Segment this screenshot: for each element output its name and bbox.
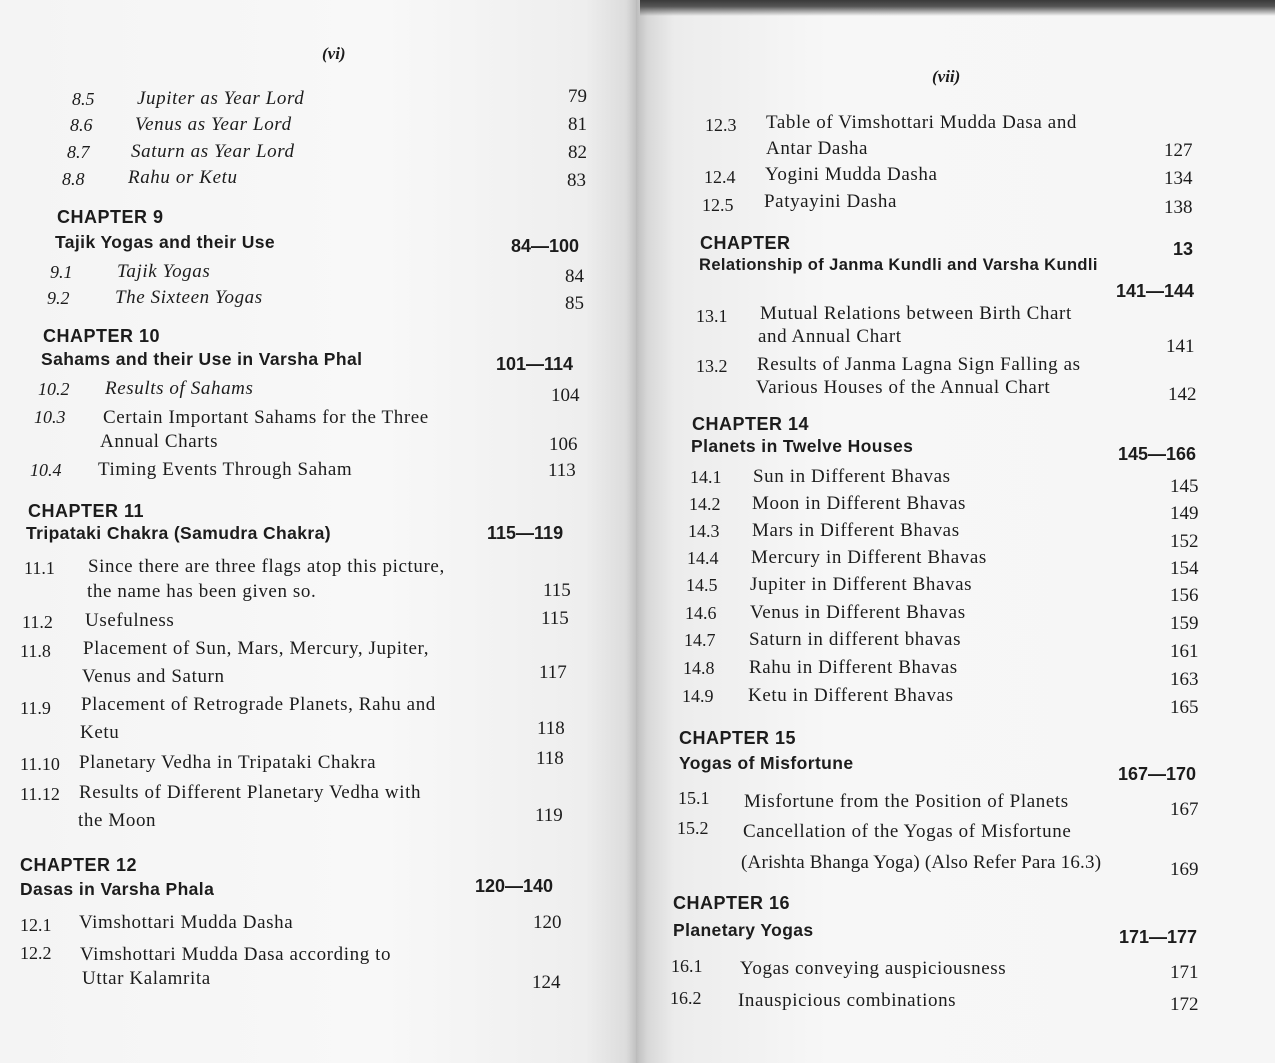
right-page (636, 0, 1275, 1063)
chapter-title: Yogas of Misfortune (679, 753, 854, 773)
entry-title: Rahu in Different Bhavas (749, 657, 958, 678)
chapter-page-range: 171—177 (1119, 927, 1198, 947)
entry-title: Jupiter as Year Lord (137, 88, 305, 109)
chapter-heading: CHAPTER 15 (679, 728, 797, 748)
entry-number: 10.4 (30, 460, 62, 480)
entry-page: 115 (543, 580, 571, 601)
chapter-title: Tajik Yogas and their Use (55, 232, 276, 252)
entry-number: 11.8 (20, 641, 51, 661)
entry-number: 14.4 (687, 548, 719, 568)
entry-number: 11.10 (20, 754, 60, 774)
entry-title-continued: the Moon (78, 810, 157, 831)
entry-page: 149 (1170, 503, 1199, 524)
entry-page: 113 (548, 460, 576, 481)
entry-number: 10.2 (38, 379, 70, 399)
entry-title: Venus in Different Bhavas (750, 602, 966, 623)
book-edge-shadow (640, 0, 1275, 16)
entry-title: Since there are three flags atop this picture, (88, 556, 445, 577)
entry-title-continued: Ketu (80, 722, 120, 743)
entry-page: 104 (551, 385, 580, 406)
entry-number: 14.3 (688, 521, 720, 541)
entry-page: 84 (565, 266, 584, 287)
entry-title: Cancellation of the Yogas of Misfortune (743, 821, 1072, 842)
entry-page: 81 (568, 114, 587, 135)
chapter-title: Sahams and their Use in Varsha Phal (41, 349, 363, 369)
entry-page: 138 (1164, 197, 1193, 218)
entry-number: 14.2 (689, 494, 721, 514)
entry-title: Misfortune from the Position of Planets (744, 791, 1069, 812)
entry-title: Venus as Year Lord (135, 114, 292, 135)
entry-title: Yogas conveying auspiciousness (740, 958, 1007, 979)
entry-title: Timing Events Through Saham (98, 459, 353, 480)
entry-page: 118 (537, 718, 565, 739)
entry-page: 79 (568, 86, 587, 107)
entry-title: Table of Vimshottari Mudda Dasa and (766, 112, 1078, 133)
entry-title-continued: Venus and Saturn (82, 666, 225, 687)
entry-page: 120 (533, 912, 562, 933)
entry-page: 159 (1170, 613, 1199, 634)
entry-title-continued: Uttar Kalamrita (82, 968, 211, 989)
chapter-page-range: 101—114 (496, 354, 574, 374)
entry-page: 83 (567, 170, 586, 191)
entry-number: 15.1 (678, 788, 710, 808)
entry-number: 9.2 (47, 288, 70, 308)
entry-page: 171 (1170, 962, 1199, 983)
entry-title: Sun in Different Bhavas (753, 466, 951, 487)
entry-page: 169 (1170, 859, 1199, 880)
entry-title-continued: Antar Dasha (766, 138, 869, 159)
entry-number: 13.1 (696, 306, 728, 326)
entry-page: 154 (1170, 558, 1199, 579)
entry-page: 82 (568, 142, 587, 163)
entry-title: Placement of Retrograde Planets, Rahu and (81, 694, 436, 715)
entry-title: Mutual Relations between Birth Chart (760, 303, 1072, 324)
entry-page: 172 (1170, 994, 1199, 1015)
page-folio: (vii) (932, 67, 961, 86)
entry-number: 12.2 (20, 943, 52, 963)
entry-number: 13.2 (696, 356, 728, 376)
chapter-page-range: 167—170 (1118, 764, 1197, 784)
chapter-heading: CHAPTER 10 (43, 326, 161, 346)
chapter-title: Dasas in Varsha Phala (20, 879, 215, 899)
entry-title-continued: and Annual Chart (758, 326, 902, 347)
entry-number: 16.2 (670, 988, 702, 1008)
entry-number: 8.6 (70, 115, 93, 135)
entry-title: The Sixteen Yogas (115, 287, 263, 308)
entry-number: 8.7 (67, 142, 90, 162)
chapter-page-range: 84—100 (511, 236, 580, 256)
entry-title-continued: the name has been given so. (87, 581, 317, 602)
entry-title: Certain Important Sahams for the Three (103, 407, 429, 428)
chapter-heading: CHAPTER (700, 233, 791, 253)
chapter-heading: CHAPTER 11 (28, 501, 145, 521)
entry-page: 161 (1170, 641, 1199, 662)
entry-page: 156 (1170, 585, 1199, 606)
entry-title-continued: (Arishta Bhanga Yoga) (Also Refer Para 16.3) (741, 852, 1102, 873)
entry-number: 14.9 (682, 686, 714, 706)
chapter-number: 13 (1173, 239, 1194, 259)
chapter-title: Relationship of Janma Kundli and Varsha Kundli (699, 256, 1098, 274)
entry-number: 11.9 (20, 698, 51, 718)
entry-page: 118 (536, 748, 564, 769)
entry-title: Usefulness (85, 610, 175, 631)
entry-number: 12.1 (20, 915, 52, 935)
chapter-title: Planets in Twelve Houses (691, 436, 914, 456)
book-spine-shadow (626, 0, 648, 1063)
chapter-heading: CHAPTER 16 (673, 893, 791, 913)
entry-title: Patyayini Dasha (764, 191, 898, 212)
entry-page: 134 (1164, 168, 1193, 189)
chapter-page-range: 141—144 (1116, 281, 1195, 301)
entry-title: Mars in Different Bhavas (752, 520, 960, 541)
entry-page: 115 (541, 608, 569, 629)
entry-number: 8.8 (62, 169, 85, 189)
entry-title: Vimshottari Mudda Dasha (79, 912, 294, 933)
entry-number: 16.1 (671, 956, 703, 976)
entry-number: 14.7 (684, 630, 716, 650)
entry-number: 15.2 (677, 818, 709, 838)
entry-title-continued: Annual Charts (100, 431, 219, 452)
entry-page: 127 (1164, 140, 1193, 161)
entry-number: 11.12 (20, 784, 60, 804)
chapter-heading: CHAPTER 9 (57, 207, 164, 227)
entry-title: Saturn in different bhavas (749, 629, 962, 650)
chapter-title: Tripataki Chakra (Samudra Chakra) (26, 523, 331, 543)
chapter-page-range: 145—166 (1118, 444, 1197, 464)
entry-page: 119 (535, 805, 563, 826)
entry-number: 9.1 (50, 262, 73, 282)
entry-page: 85 (565, 293, 584, 314)
entry-title: Planetary Vedha in Tripataki Chakra (79, 752, 377, 773)
chapter-title: Planetary Yogas (673, 920, 814, 940)
entry-page: 152 (1170, 531, 1199, 552)
chapter-heading: CHAPTER 12 (20, 855, 138, 875)
entry-number: 11.2 (22, 612, 53, 632)
entry-title: Tajik Yogas (117, 261, 211, 282)
page-folio: (vi) (322, 44, 346, 63)
entry-title: Results of Sahams (105, 378, 254, 399)
entry-page: 141 (1166, 336, 1195, 357)
entry-title: Placement of Sun, Mars, Mercury, Jupiter, (83, 638, 430, 659)
entry-number: 12.4 (704, 167, 736, 187)
entry-page: 142 (1168, 384, 1197, 405)
entry-title: Results of Different Planetary Vedha with (79, 782, 422, 803)
entry-number: 8.5 (72, 89, 95, 109)
chapter-page-range: 120—140 (475, 876, 554, 896)
entry-number: 12.5 (702, 195, 734, 215)
entry-page: 163 (1170, 669, 1199, 690)
chapter-page-range: 115—119 (487, 523, 564, 543)
entry-title: Moon in Different Bhavas (752, 493, 967, 514)
entry-number: 12.3 (705, 115, 737, 135)
entry-title: Ketu in Different Bhavas (748, 685, 954, 706)
entry-title-continued: Various Houses of the Annual Chart (756, 377, 1051, 398)
entry-page: 124 (532, 972, 561, 993)
entry-title: Mercury in Different Bhavas (751, 547, 987, 568)
entry-page: 117 (539, 662, 567, 683)
entry-page: 145 (1170, 476, 1199, 497)
entry-title: Rahu or Ketu (128, 167, 238, 188)
entry-title: Yogini Mudda Dasha (765, 164, 938, 185)
entry-page: 165 (1170, 697, 1199, 718)
chapter-heading: CHAPTER 14 (692, 414, 810, 434)
entry-title: Jupiter in Different Bhavas (750, 574, 973, 595)
entry-number: 10.3 (34, 407, 66, 427)
entry-title: Results of Janma Lagna Sign Falling as (757, 354, 1081, 375)
entry-number: 14.6 (685, 603, 717, 623)
entry-title: Saturn as Year Lord (131, 141, 295, 162)
entry-page: 106 (549, 434, 578, 455)
entry-title: Inauspicious combinations (738, 990, 957, 1011)
entry-page: 167 (1170, 799, 1199, 820)
entry-number: 14.1 (690, 467, 722, 487)
entry-number: 14.5 (686, 575, 718, 595)
entry-number: 14.8 (683, 658, 715, 678)
left-page (0, 0, 636, 1063)
entry-title: Vimshottari Mudda Dasa according to (80, 944, 392, 965)
entry-number: 11.1 (24, 558, 55, 578)
